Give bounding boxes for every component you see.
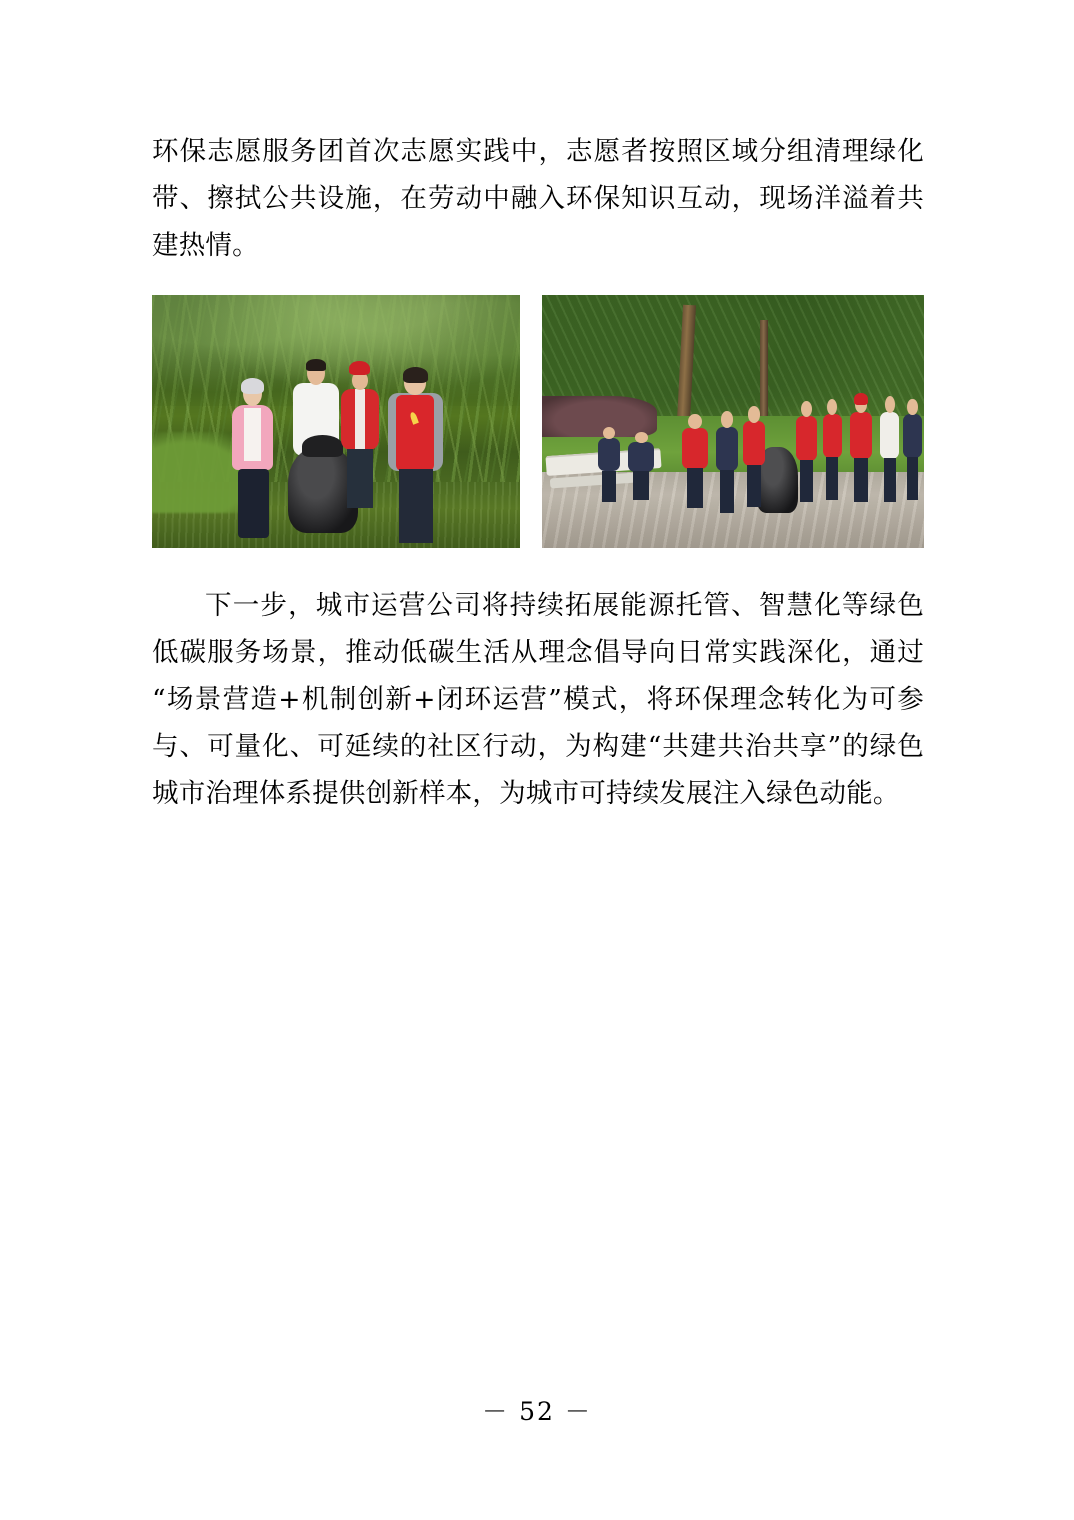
paragraph-2: 下一步，城市运营公司将持续拓展能源托管、智慧化等绿色低碳服务场景，推动低碳生活从理念倡导向日常实践深化，通过“场景营造+机制创新+闭环运营”模式，将环保理念转化为可参与、可量化、可延续的社区行动，为构建“共建共治共享”的绿色城市治理体系提供创新样本，为城市可持续发展注入绿色动能。 — [152, 590, 924, 809]
photo2-volunteer-2 — [626, 432, 657, 500]
photo2-volunteer-4 — [714, 411, 741, 512]
page-number: － 52 － — [482, 1397, 592, 1426]
photo2-volunteer-5 — [741, 406, 768, 507]
photo2-volunteer-8 — [848, 396, 875, 502]
photo1-person-red-vest-logo — [384, 371, 447, 543]
photo1-person-red-cap — [336, 361, 384, 508]
photo-volunteers-park — [542, 295, 924, 548]
paragraph-1: 环保志愿服务团首次志愿实践中，志愿者按照区域分组清理绿化带、擦拭公共设施，在劳动中融入环保知识互动，现场洋溢着共建热情。 — [152, 136, 924, 261]
photo-volunteers-bamboo — [152, 295, 520, 548]
photo2-volunteer-9 — [878, 396, 901, 502]
figure-row — [152, 295, 924, 548]
photo2-volunteer-6 — [794, 401, 819, 502]
photo2-volunteer-10 — [901, 399, 924, 500]
photo2-volunteer-1 — [595, 427, 622, 503]
photo1-person-pink-vest — [226, 381, 281, 538]
photo2-volunteer-3 — [680, 414, 711, 508]
photo2-tree-trunk-secondary — [760, 320, 768, 416]
page-content — [152, 128, 924, 817]
photo2-volunteer-7 — [821, 399, 844, 500]
